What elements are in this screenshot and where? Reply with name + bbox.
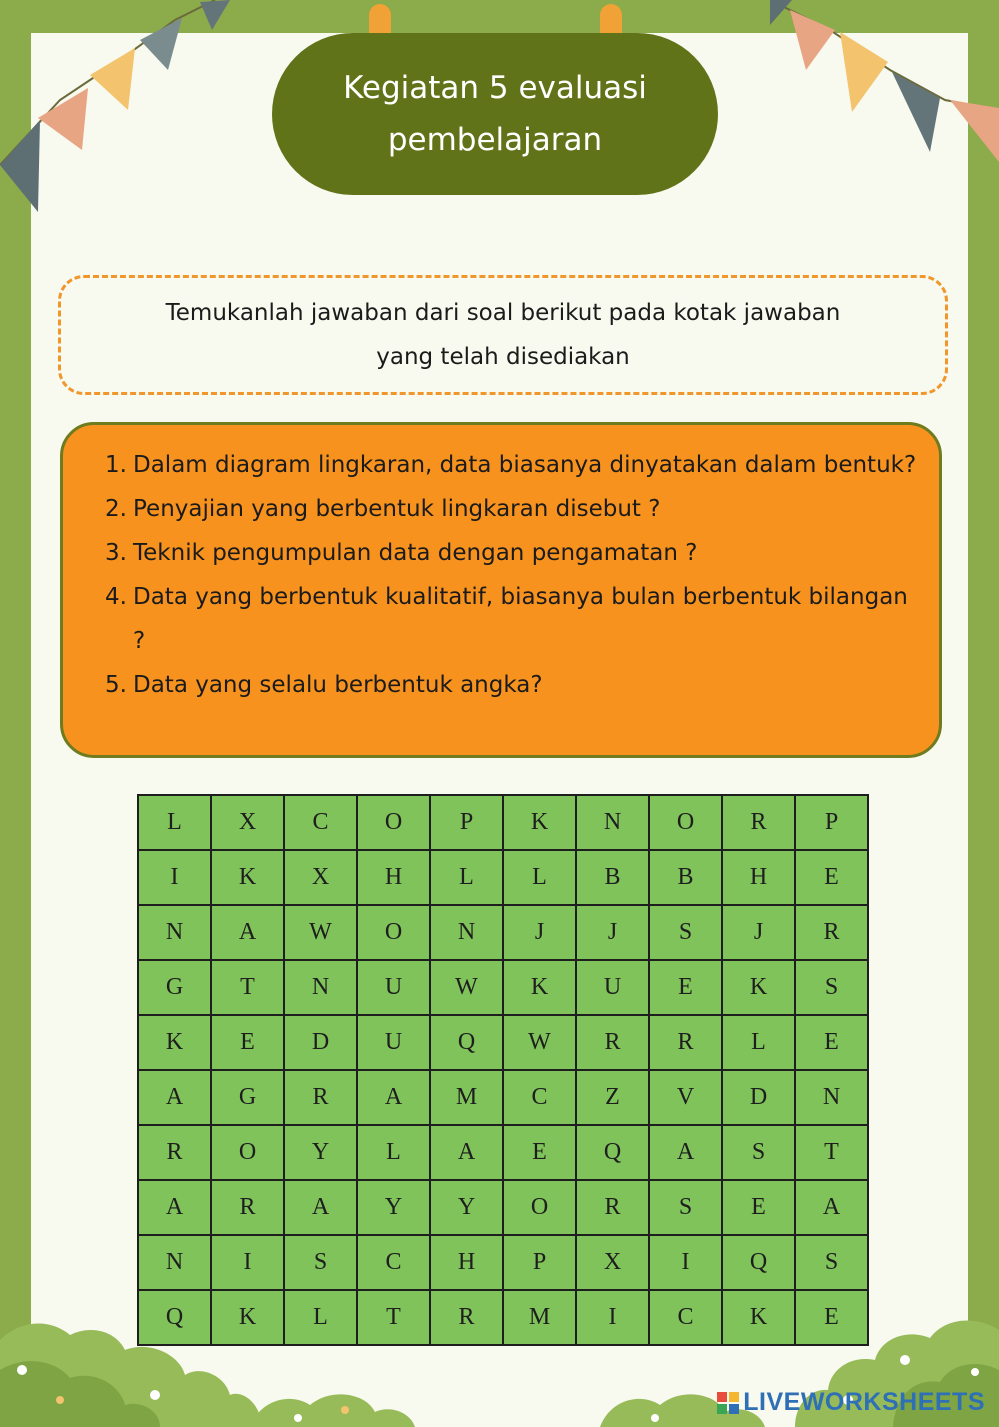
grid-cell[interactable]: R: [795, 905, 868, 960]
question-number: 5.: [105, 672, 127, 698]
grid-cell[interactable]: J: [576, 905, 649, 960]
grid-cell[interactable]: I: [576, 1290, 649, 1345]
grid-cell[interactable]: W: [503, 1015, 576, 1070]
liveworksheets-logo-icon: [717, 1392, 739, 1414]
grid-row: [138, 905, 868, 960]
grid-cell[interactable]: E: [503, 1125, 576, 1180]
grid-cell[interactable]: H: [430, 1235, 503, 1290]
grid-row: [138, 960, 868, 1015]
grid-cell[interactable]: P: [503, 1235, 576, 1290]
question-item: [93, 443, 919, 487]
grid-cell[interactable]: N: [138, 905, 211, 960]
grid-cell[interactable]: L: [284, 1290, 357, 1345]
grid-cell[interactable]: U: [576, 960, 649, 1015]
grid-cell[interactable]: Q: [138, 1290, 211, 1345]
grid-cell[interactable]: R: [138, 1125, 211, 1180]
grid-cell[interactable]: E: [211, 1015, 284, 1070]
grid-cell[interactable]: X: [576, 1235, 649, 1290]
grid-cell[interactable]: E: [795, 850, 868, 905]
grid-cell[interactable]: K: [138, 1015, 211, 1070]
grid-cell[interactable]: I: [211, 1235, 284, 1290]
grid-cell[interactable]: S: [649, 1180, 722, 1235]
title-line-1: Kegiatan 5 evaluasi: [343, 70, 647, 106]
question-number: 1.: [105, 452, 127, 478]
grid-row: [138, 1235, 868, 1290]
grid-cell[interactable]: O: [357, 905, 430, 960]
right-bunting-decoration: [770, 0, 999, 230]
grid-cell[interactable]: H: [722, 850, 795, 905]
question-text: Dalam diagram lingkaran, data biasanya dinyatakan dalam bentuk?: [133, 452, 917, 478]
grid-cell[interactable]: Q: [576, 1125, 649, 1180]
grid-cell[interactable]: E: [649, 960, 722, 1015]
grid-cell[interactable]: T: [357, 1290, 430, 1345]
grid-cell[interactable]: A: [795, 1180, 868, 1235]
grid-row: [138, 1070, 868, 1125]
grid-cell[interactable]: L: [503, 850, 576, 905]
grid-cell[interactable]: J: [722, 905, 795, 960]
grid-cell[interactable]: R: [649, 1015, 722, 1070]
grid-cell[interactable]: I: [649, 1235, 722, 1290]
grid-cell[interactable]: S: [795, 1235, 868, 1290]
grid-cell[interactable]: N: [576, 795, 649, 850]
instruction-line-1: Temukanlah jawaban dari soal berikut pada kotak jawaban: [165, 300, 841, 326]
grid-row: [138, 1180, 868, 1235]
question-text: Data yang selalu berbentuk angka?: [133, 672, 543, 698]
grid-cell[interactable]: A: [211, 905, 284, 960]
grid-cell[interactable]: C: [649, 1290, 722, 1345]
grid-cell[interactable]: T: [211, 960, 284, 1015]
grid-cell[interactable]: K: [503, 795, 576, 850]
question-item: [93, 663, 919, 707]
grid-cell[interactable]: Y: [284, 1125, 357, 1180]
grid-cell[interactable]: K: [211, 1290, 284, 1345]
grid-cell[interactable]: Q: [430, 1015, 503, 1070]
grid-cell[interactable]: E: [722, 1180, 795, 1235]
grid-cell[interactable]: X: [211, 795, 284, 850]
instruction-box: [58, 275, 948, 395]
grid-cell[interactable]: O: [649, 795, 722, 850]
grid-cell[interactable]: A: [138, 1180, 211, 1235]
grid-cell[interactable]: X: [284, 850, 357, 905]
grid-cell[interactable]: N: [284, 960, 357, 1015]
grid-row: [138, 1125, 868, 1180]
grid-cell[interactable]: R: [211, 1180, 284, 1235]
grid-cell[interactable]: O: [503, 1180, 576, 1235]
instruction-line-2: yang telah disediakan: [376, 344, 630, 370]
grid-cell[interactable]: K: [722, 1290, 795, 1345]
title-line-2: pembelajaran: [387, 122, 603, 158]
grid-cell[interactable]: A: [649, 1125, 722, 1180]
grid-cell[interactable]: T: [795, 1125, 868, 1180]
grid-cell[interactable]: S: [722, 1125, 795, 1180]
grid-cell[interactable]: L: [430, 850, 503, 905]
grid-cell[interactable]: K: [722, 960, 795, 1015]
grid-cell[interactable]: R: [576, 1015, 649, 1070]
grid-cell[interactable]: U: [357, 1015, 430, 1070]
grid-cell[interactable]: D: [284, 1015, 357, 1070]
grid-row: [138, 850, 868, 905]
grid-cell[interactable]: A: [430, 1125, 503, 1180]
grid-cell[interactable]: P: [795, 795, 868, 850]
grid-cell[interactable]: S: [795, 960, 868, 1015]
question-item: [93, 575, 919, 663]
question-item: [93, 487, 919, 531]
question-number: 3.: [105, 540, 127, 566]
brand-text: LIVEWORKSHEETS: [743, 1388, 985, 1416]
question-number: 4.: [105, 584, 127, 610]
grid-cell[interactable]: A: [357, 1070, 430, 1125]
grid-cell[interactable]: U: [357, 960, 430, 1015]
grid-cell[interactable]: R: [430, 1290, 503, 1345]
grid-cell[interactable]: R: [576, 1180, 649, 1235]
question-number: 2.: [105, 496, 127, 522]
grid-cell[interactable]: L: [138, 795, 211, 850]
grid-cell[interactable]: A: [284, 1180, 357, 1235]
grid-cell[interactable]: C: [284, 795, 357, 850]
word-search-grid: [137, 794, 869, 1346]
liveworksheets-brand: [717, 1388, 985, 1417]
grid-cell[interactable]: D: [722, 1070, 795, 1125]
grid-cell[interactable]: P: [430, 795, 503, 850]
grid-cell[interactable]: H: [357, 850, 430, 905]
page-title: [272, 33, 718, 195]
left-bunting-decoration: [0, 0, 230, 230]
grid-cell[interactable]: L: [722, 1015, 795, 1070]
grid-cell[interactable]: E: [795, 1290, 868, 1345]
grid-cell[interactable]: K: [211, 850, 284, 905]
grid-cell[interactable]: K: [503, 960, 576, 1015]
grid-cell[interactable]: Q: [722, 1235, 795, 1290]
grid-cell[interactable]: G: [138, 960, 211, 1015]
grid-cell[interactable]: Y: [357, 1180, 430, 1235]
grid-cell[interactable]: M: [430, 1070, 503, 1125]
grid-cell[interactable]: S: [649, 905, 722, 960]
grid-cell[interactable]: B: [649, 850, 722, 905]
grid-cell[interactable]: C: [357, 1235, 430, 1290]
grid-row: [138, 1015, 868, 1070]
question-item: [93, 531, 919, 575]
grid-cell[interactable]: W: [430, 960, 503, 1015]
grid-cell[interactable]: O: [357, 795, 430, 850]
grid-cell[interactable]: R: [722, 795, 795, 850]
grid-row: [138, 795, 868, 850]
grid-cell[interactable]: I: [138, 850, 211, 905]
question-text: Data yang berbentuk kualitatif, biasanya bulan berbentuk bilangan ?: [133, 584, 908, 654]
grid-cell[interactable]: S: [284, 1235, 357, 1290]
grid-cell[interactable]: N: [430, 905, 503, 960]
grid-cell[interactable]: R: [284, 1070, 357, 1125]
grid-cell[interactable]: B: [576, 850, 649, 905]
grid-cell[interactable]: C: [503, 1070, 576, 1125]
question-text: Penyajian yang berbentuk lingkaran disebut ?: [133, 496, 661, 522]
grid-cell[interactable]: J: [503, 905, 576, 960]
questions-box: [60, 422, 942, 758]
grid-cell[interactable]: N: [795, 1070, 868, 1125]
question-text: Teknik pengumpulan data dengan pengamatan ?: [133, 540, 698, 566]
grid-cell[interactable]: V: [649, 1070, 722, 1125]
grid-cell[interactable]: M: [503, 1290, 576, 1345]
grid-cell[interactable]: N: [138, 1235, 211, 1290]
grid-cell[interactable]: E: [795, 1015, 868, 1070]
grid-cell[interactable]: O: [211, 1125, 284, 1180]
grid-cell[interactable]: A: [138, 1070, 211, 1125]
grid-cell[interactable]: Y: [430, 1180, 503, 1235]
grid-cell[interactable]: W: [284, 905, 357, 960]
grid-cell[interactable]: Z: [576, 1070, 649, 1125]
grid-cell[interactable]: G: [211, 1070, 284, 1125]
grid-cell[interactable]: L: [357, 1125, 430, 1180]
